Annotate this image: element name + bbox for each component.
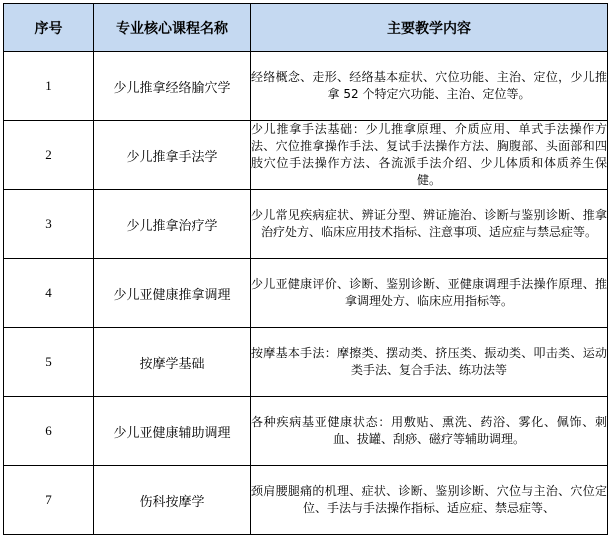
course-name-cell: 少儿推拿手法学: [94, 121, 251, 190]
seq-cell: 1: [4, 52, 94, 121]
course-name-cell: 少儿亚健康推拿调理: [94, 259, 251, 328]
table-row: [4, 190, 608, 259]
seq-cell: 6: [4, 397, 94, 466]
seq-cell: 5: [4, 328, 94, 397]
course-name-cell: 按摩学基础: [94, 328, 251, 397]
header-course: 专业核心课程名称: [94, 4, 251, 52]
course-table: [3, 3, 608, 535]
table-row: [4, 328, 608, 397]
content-cell: 经络概念、走形、经络基本症状、穴位功能、主治、定位，少儿推拿 52 个特定穴功能、主治、定位等。: [251, 52, 608, 121]
content-cell: 少儿常见疾病症状、辨证分型、辨证施治、诊断与鉴别诊断、推拿治疗处方、临床应用技术指标、注意事项、适应症与禁忌症等。: [251, 190, 608, 259]
table-row: [4, 52, 608, 121]
seq-cell: 2: [4, 121, 94, 190]
content-cell: 颈肩腰腿痛的机理、症状、诊断、鉴别诊断、穴位与主治、穴位定位、手法与手法操作指标、适应症、禁忌症等、: [251, 466, 608, 535]
header-content: 主要教学内容: [251, 4, 608, 52]
seq-cell: 4: [4, 259, 94, 328]
content-cell: 按摩基本手法：摩擦类、摆动类、挤压类、振动类、叩击类、运动类手法、复合手法、练功法等: [251, 328, 608, 397]
course-name-cell: 少儿亚健康辅助调理: [94, 397, 251, 466]
content-cell: 各种疾病基亚健康状态：用敷贴、熏洗、药浴、雾化、佩饰、刺血、拔罐、刮痧、磁疗等辅助调理。: [251, 397, 608, 466]
table-header-row: [4, 4, 608, 52]
table-row: [4, 121, 608, 190]
seq-cell: 7: [4, 466, 94, 535]
table-row: [4, 466, 608, 535]
table-row: [4, 259, 608, 328]
seq-cell: 3: [4, 190, 94, 259]
course-name-cell: 少儿推拿经络腧穴学: [94, 52, 251, 121]
header-seq: 序号: [4, 4, 94, 52]
table-row: [4, 397, 608, 466]
content-cell: 少儿亚健康评价、诊断、鉴别诊断、亚健康调理手法操作原理、推拿调理处方、临床应用指标等。: [251, 259, 608, 328]
course-name-cell: 伤科按摩学: [94, 466, 251, 535]
content-cell: 少儿推拿手法基础：少儿推拿原理、介质应用、单式手法操作方法、穴位推拿操作手法、复试手法操作方法、胸腹部、头面部和四肢穴位手法操作方法、各流派手法介绍、少儿体质和体质养生保健。: [251, 121, 608, 190]
course-name-cell: 少儿推拿治疗学: [94, 190, 251, 259]
